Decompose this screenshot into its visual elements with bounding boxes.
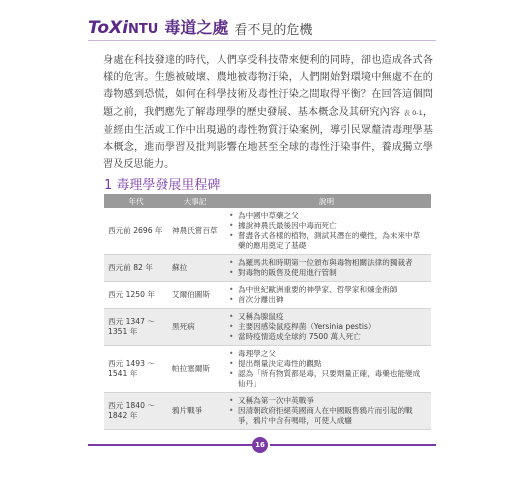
description-bullet: • 認為「所有物質都是毒，只要劑量正確，毒藥也能變成仙丹」 (238, 369, 427, 389)
row-event: 艾爾伯圖斯 (168, 282, 222, 309)
description-bullet: • 又稱為腺鼠疫 (238, 312, 427, 322)
row-event: 帕拉塞爾斯 (168, 346, 222, 393)
column-header-description: 說明 (222, 194, 431, 208)
description-bullet: • 嘗盡各式各樣的植物，測試其潛在的藥性，為未來中草藥的應用奠定了基礎 (238, 231, 427, 251)
row-year: 西元 1347 ～ 1351 年 (104, 309, 168, 346)
table-row (104, 309, 431, 346)
footer-divider-left (88, 444, 258, 446)
toxintu-logo: ToXiNTU (88, 18, 159, 38)
milestone-table (104, 194, 431, 430)
row-description (222, 255, 431, 282)
row-description (222, 208, 431, 255)
header-subtitle: 看不見的危機 (234, 23, 313, 38)
table-row (104, 346, 431, 393)
header-title: 毒道之處 (164, 18, 229, 37)
description-bullet: • 主要因感染鼠疫桿菌（Yersinia pestis） (238, 322, 427, 332)
row-year: 西元前 2696 年 (104, 208, 168, 255)
column-header-event: 大事記 (168, 194, 222, 208)
description-bullet: • 又稱為第一次中英戰爭 (238, 396, 427, 406)
description-bullet: • 對毒物的販售及使用進行管制 (238, 268, 427, 278)
row-year: 西元 1493 ～ 1541 年 (104, 346, 168, 393)
row-description (222, 309, 431, 346)
row-event: 蘇拉 (168, 255, 222, 282)
table-reference: 表 0-1 (403, 108, 423, 117)
description-bullet: • 為中國中草藥之父 (238, 211, 427, 221)
column-header-year: 年代 (104, 194, 168, 208)
row-event: 鴉片戰爭 (168, 393, 222, 430)
row-year: 西元 1840 ～ 1842 年 (104, 393, 168, 430)
description-bullet: • 據說神農氏最後因中毒而死亡 (238, 221, 427, 231)
table-header-row (104, 194, 431, 208)
table-row (104, 282, 431, 309)
description-bullet: • 毒理學之父 (238, 349, 427, 359)
description-bullet: • 為中世紀歐洲重要的神學家、哲學家和煉金術師 (238, 285, 427, 295)
row-event: 神農氏嘗百草 (168, 208, 222, 255)
row-description (222, 282, 431, 309)
table-row (104, 208, 431, 255)
intro-paragraph: 身處在科技發達的時代，人們享受科技帶來便利的同時，卻也造成各式各樣的危害。生態被破壞、農地被毒物汙染，人們開始對環境中無處不在的毒物感到恐慌，如何在科學技術及毒性汙染之間取得平衡？在回答這個問題之前，我們應先了解毒理學的歷史發展、基本概念及其研究內容 表 0-1，並經由生活或工作中出現過的毒性物質汙染案例，導引民眾釐清毒理學基本概念，進而學習及批判影響在地甚至全球的毒性汙染事件，養成獨立學習及反思能力。 (103, 55, 434, 171)
row-description (222, 393, 431, 430)
description-bullet: • 當時疫情造成全球約 7500 萬人死亡 (238, 332, 427, 342)
page-header (88, 14, 312, 38)
row-year: 西元前 82 年 (104, 255, 168, 282)
description-bullet: • 首次分離出砷 (238, 295, 427, 305)
row-year: 西元 1250 年 (104, 282, 168, 309)
description-bullet: • 為羅馬共和時期第一位頒布與毒物相關法律的獨裁者 (238, 258, 427, 268)
section-title: 1 毒理學發展里程碑 (104, 178, 221, 193)
footer-divider-right (270, 444, 436, 446)
row-event: 黑死病 (168, 309, 222, 346)
table-row (104, 393, 431, 430)
header-divider (88, 40, 436, 41)
row-description (222, 346, 431, 393)
page-number: 16 (252, 437, 268, 453)
description-bullet: • 提出劑量決定毒性的觀點 (238, 359, 427, 369)
table-row (104, 255, 431, 282)
description-bullet: • 因清朝政府拒絕英國商人在中國販售鴉片而引起的戰爭，鴉片中含有嗎啡，可使人成癮 (238, 406, 427, 426)
